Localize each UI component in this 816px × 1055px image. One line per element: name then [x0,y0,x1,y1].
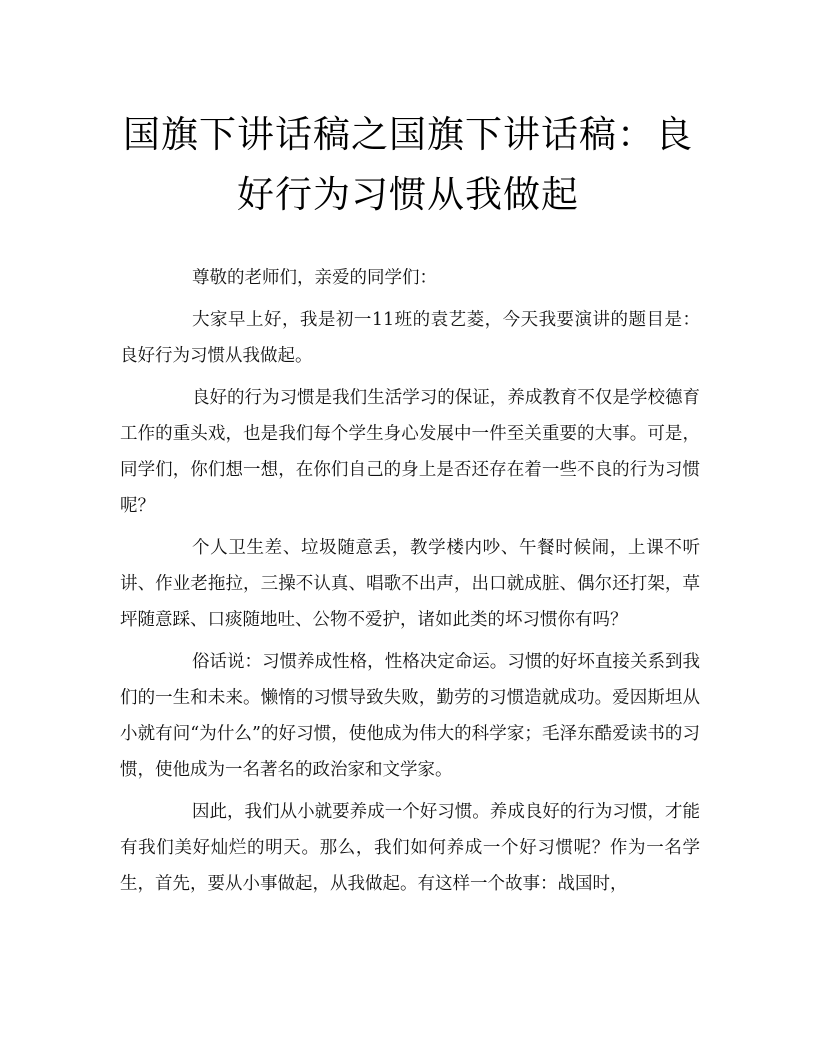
document-body [120,260,700,908]
paragraph-greeting: 大家早上好，我是初一11班的袁艺菱，今天我要演讲的题目是：良好行为习惯从我做起。 [120,310,700,366]
paragraph-proverb: 俗话说：习惯养成性格，性格决定命运。习惯的好坏直接关系到我们的一生和未来。懒惰的习惯导致失败，勤劳的习惯造就成功。爱因斯坦从小就有问“为什么”的好习惯，使他成为伟大的科学家；毛泽东酷爱读书的习惯，使他成为一名著名的政治家和文学家。 [120,652,700,780]
paragraph-conclusion: 因此，我们从小就要养成一个好习惯。养成良好的行为习惯，才能有我们美好灿烂的明天。那么，我们如何养成一个好习惯呢？作为一名学生，首先，要从小事做起，从我做起。有这样一个故事：战国时， [120,802,700,894]
document-title: 国旗下讲话稿之国旗下讲话稿：良好行为习惯从我做起 [123,113,693,216]
paragraph-salutation: 尊敬的老师们，亲爱的同学们： [192,268,437,288]
paragraph-bad-habits: 个人卫生差、垃圾随意丢，教学楼内吵、午餐时候闹，上课不听讲、作业老拖拉，三操不认真、唱歌不出声，出口就成脏、偶尔还打架，草坪随意踩、口痰随地吐、公物不爱护，诸如此类的坏习惯你有吗？ [120,538,700,630]
paragraph-good-habits: 良好的行为习惯是我们生活学习的保证，养成教育不仅是学校德育工作的重头戏，也是我们每个学生身心发展中一件至关重要的大事。可是，同学们，你们想一想，在你们自己的身上是否还存在着一些不良的行为习惯呢？ [120,388,700,516]
